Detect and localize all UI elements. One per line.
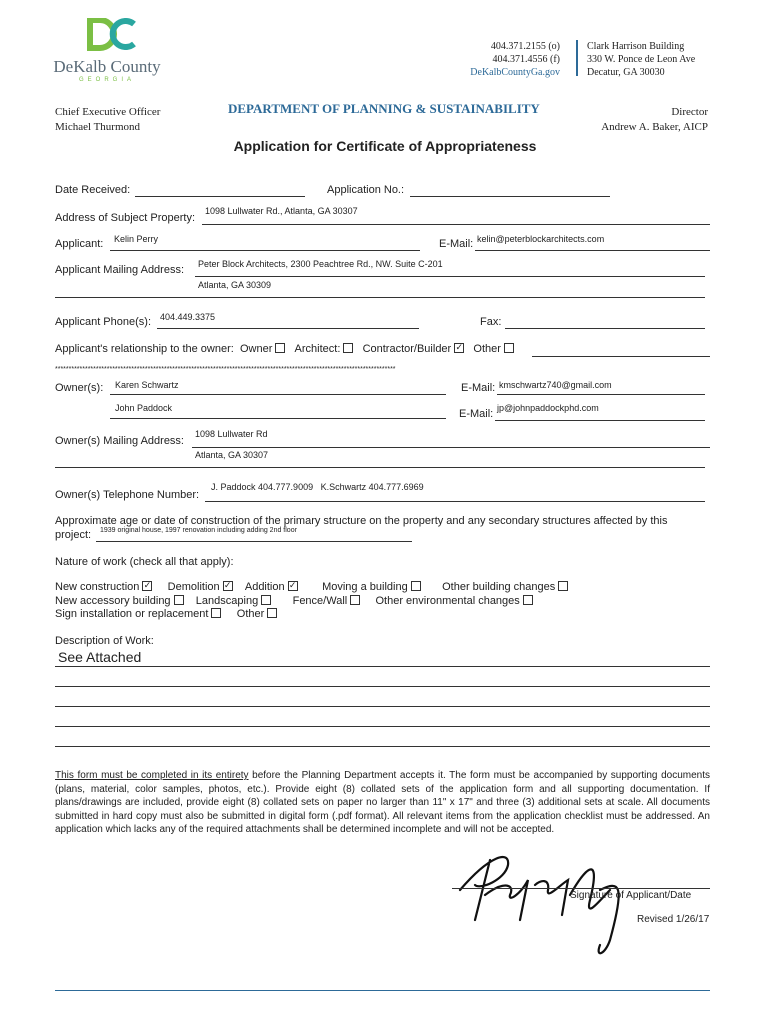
ceo-title: Chief Executive Officer (55, 106, 161, 118)
description-line[interactable] (55, 726, 710, 727)
work-addition-label: Addition (244, 581, 285, 593)
form-title: Application for Certificate of Appropriateness (233, 138, 537, 154)
owner1-email-label: E-Mail: (461, 382, 496, 394)
owner-mailing-line1-value: 1098 Lullwater Rd (195, 429, 268, 439)
signature-line[interactable] (452, 874, 710, 889)
owners-label: Owner(s): (55, 382, 104, 394)
phone-office: 404.371.2155 (o) (490, 41, 560, 52)
dekalb-logo (52, 18, 162, 84)
mailing-line2-value: Atlanta, GA 30309 (198, 280, 272, 290)
owner-phone-value: J. Paddock 404.777.9009 K.Schwartz 404.777.6969 (211, 482, 424, 492)
dc-logo-icon (52, 18, 162, 52)
work-other-building-checkbox[interactable] (558, 581, 568, 591)
relationship-row (55, 343, 514, 355)
rel-other-checkbox[interactable] (504, 343, 514, 353)
phone-fax: 404.371.4556 (f) (492, 54, 560, 65)
work-accessory-checkbox[interactable] (174, 595, 184, 605)
project-label: project: (55, 529, 92, 541)
owner-phone-label: Owner(s) Telephone Number: (55, 489, 200, 501)
owner2-email-value: jp@johnpaddockphd.com (497, 403, 599, 413)
description-line[interactable] (55, 706, 710, 707)
work-landscaping-label: Landscaping (195, 595, 259, 607)
notice-underlined: This form must be completed in its entirety (55, 770, 249, 781)
application-no-label: Application No.: (327, 184, 405, 196)
logo-subtext: GEORGIA (78, 77, 135, 83)
rel-contractor-label: Contractor/Builder (362, 343, 452, 355)
work-other-env-checkbox[interactable] (523, 595, 533, 605)
work-new-construction-label: New construction (55, 581, 140, 593)
phone-value: 404.449.3375 (160, 312, 216, 322)
applicant-email-value: kelin@peterblockarchitects.com (477, 234, 605, 244)
work-fence-label: Fence/Wall (292, 595, 348, 607)
rel-owner-label: Owner (239, 343, 273, 355)
contact-address (587, 40, 695, 79)
work-addition-checkbox[interactable] (288, 581, 298, 591)
owner-mailing-label: Owner(s) Mailing Address: (55, 435, 184, 447)
address-value: 1098 Lullwater Rd., Atlanta, GA 30307 (205, 206, 358, 216)
application-no-field[interactable] (410, 182, 610, 197)
work-other-building-label: Other building changes (442, 581, 556, 593)
owner-mailing-line2-value: Atlanta, GA 30307 (195, 450, 269, 460)
description-label: Description of Work: (55, 635, 154, 647)
applicant-label: Applicant: (55, 238, 104, 250)
work-moving-checkbox[interactable] (411, 581, 421, 591)
address-line: Decatur, GA 30030 (587, 67, 665, 78)
ceo-name: Michael Thurmond (55, 121, 141, 133)
description-line[interactable] (55, 666, 710, 667)
owner-mailing-field-1[interactable] (192, 433, 710, 448)
mailing-field-2[interactable] (55, 283, 705, 298)
address-line: 330 W. Ponce de Leon Ave (587, 54, 696, 65)
logo-text: DeKalb County (53, 57, 161, 76)
work-row-2 (55, 595, 533, 607)
work-sign-label: Sign installation or replacement (55, 608, 209, 620)
work-sign-checkbox[interactable] (211, 608, 221, 618)
work-new-construction-checkbox[interactable] (142, 581, 152, 591)
fax-label: Fax: (480, 316, 502, 328)
date-received-field[interactable] (135, 182, 305, 197)
date-received-label: Date Received: (55, 184, 131, 196)
work-other-checkbox[interactable] (267, 608, 277, 618)
revised-date: Revised 1/26/17 (637, 914, 710, 925)
mailing-line1-value: Peter Block Architects, 2300 Peachtree Rd., NW. Suite C-201 (198, 259, 443, 269)
rel-other-label: Other (473, 343, 501, 355)
work-accessory-label: New accessory building (55, 595, 171, 607)
work-other-label: Other (236, 608, 265, 620)
owner2-value: John Paddock (115, 403, 173, 413)
rel-owner-checkbox[interactable] (275, 343, 285, 353)
separator-stars: ***************************************************************************************************************************** (55, 366, 396, 373)
description-line[interactable] (55, 746, 710, 747)
work-row-3 (55, 608, 277, 620)
footer-rule (55, 990, 710, 991)
notice-paragraph (55, 769, 710, 837)
work-demolition-label: Demolition (167, 581, 220, 593)
relationship-label: Applicant's relationship to the owner: (55, 343, 234, 355)
owner1-email-value: kmschwartz740@gmail.com (499, 380, 612, 390)
director-title: Director (671, 106, 708, 118)
owner2-email-label: E-Mail: (459, 408, 494, 420)
age-value: 1939 original house, 1997 renovation including adding 2nd floor (100, 527, 297, 534)
fax-field[interactable] (505, 314, 705, 329)
applicant-email-label: E-Mail: (439, 238, 474, 250)
nature-label: Nature of work (check all that apply): (55, 556, 234, 568)
phone-label: Applicant Phone(s): (55, 316, 151, 328)
age-label: Approximate age or date of construction of the primary structure on the property and any secondary structures affected by this (55, 515, 668, 527)
owner-mailing-field-2[interactable] (55, 453, 705, 468)
signature-label: Signature of Applicant/Date (570, 890, 692, 901)
website-link[interactable]: DeKalbCountyGa.gov (470, 67, 560, 78)
rel-architect-label: Architect: (294, 343, 341, 355)
director-name: Andrew A. Baker, AICP (601, 121, 708, 133)
work-row-1 (55, 581, 568, 593)
work-demolition-checkbox[interactable] (223, 581, 233, 591)
work-landscaping-checkbox[interactable] (261, 595, 271, 605)
notice-text: before the Planning Department accepts it. The form must be accompanied by supporting documents (plans, material, color samples, photos, etc.). Provide eight (8) collated sets of the application form and all supporting documentation. If plans/drawings are included, provide eight (8) collated sets on paper no larger than 11" x 17" and three (3) additional sets at scale. All documents submitted in hard copy must also be submitted in digital form (.pdf format). All relevant items from the application checklist must be addressed. An application which lacks any of the required attachments shall be determined incomplete and will not be accepted. (55, 770, 710, 835)
owner1-value: Karen Schwartz (115, 380, 179, 390)
work-moving-label: Moving a building (322, 581, 408, 593)
applicant-value: Kelin Perry (114, 234, 159, 244)
description-line[interactable] (55, 686, 710, 687)
contact-phones (460, 40, 560, 79)
rel-contractor-checkbox[interactable] (454, 343, 464, 353)
work-other-env-label: Other environmental changes (375, 595, 520, 607)
rel-other-field[interactable] (532, 342, 710, 357)
work-fence-checkbox[interactable] (350, 595, 360, 605)
header-divider (576, 40, 578, 76)
mailing-label: Applicant Mailing Address: (55, 264, 185, 276)
address-label: Address of Subject Property: (55, 212, 196, 224)
department-name: DEPARTMENT OF PLANNING & SUSTAINABILITY (228, 101, 540, 116)
rel-architect-checkbox[interactable] (343, 343, 353, 353)
description-value: See Attached (58, 649, 142, 665)
address-line: Clark Harrison Building (587, 41, 685, 52)
